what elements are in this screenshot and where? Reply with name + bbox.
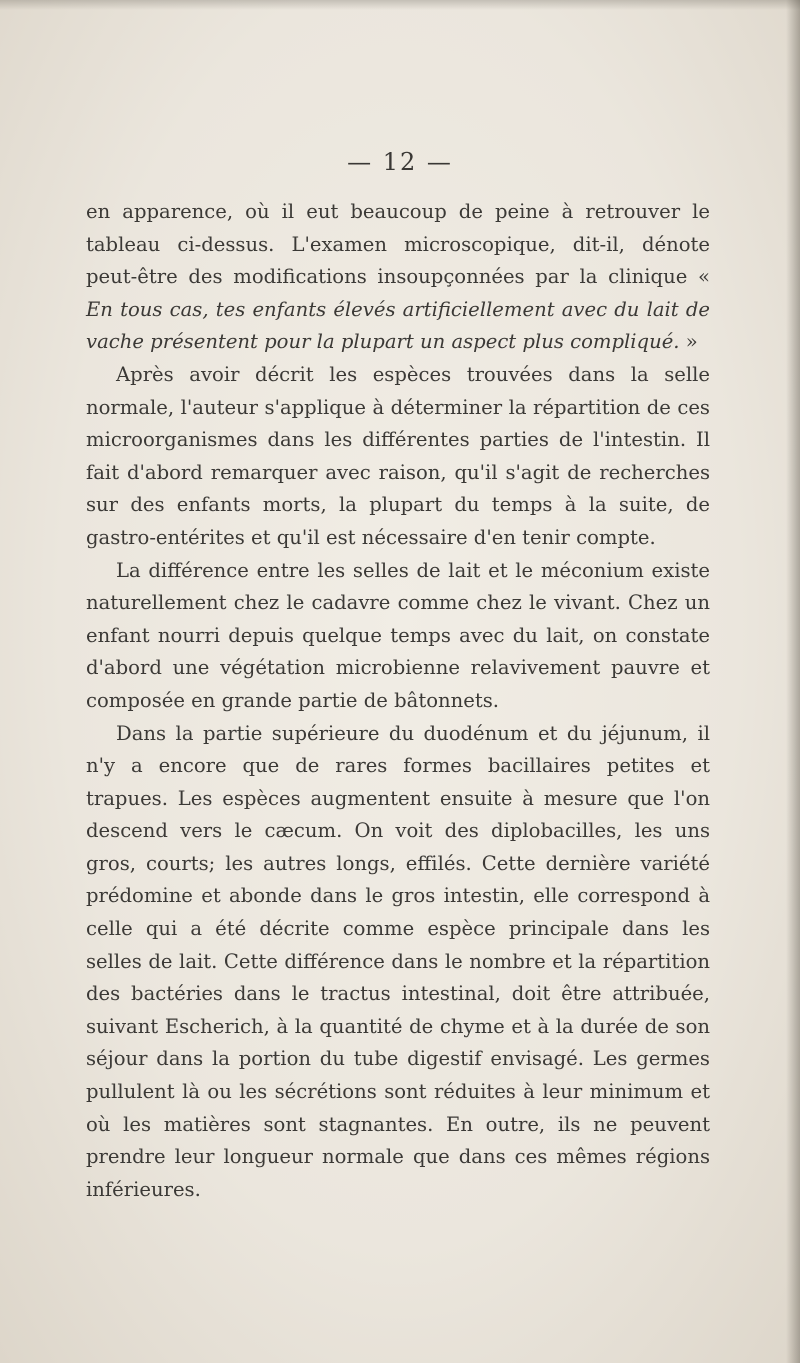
- paragraph-1: [86, 196, 710, 359]
- paragraph-1-text: en apparence, où il eut beaucoup de peine à retrouver le tableau ci-dessus. L'examen microscopique, dit-il, dénote peut-être des modifications insoupçonnées par la clinique: [86, 200, 710, 289]
- paragraph-3: La différence entre les selles de lait et le méconium existe naturellement chez le cadavre comme chez le vivant. Chez un enfant nourri depuis quelque temps avec du lait, on constate d'abord une végétation microbienne relavivement pauvre et composée en grande partie de bâtonnets.: [86, 558, 710, 712]
- page-top-shadow: [0, 0, 800, 10]
- italic-quotation: En tous cas, tes enfants élevés artificiellement avec du lait de vache présentent pour la plupart un aspect plus compliqué.: [86, 297, 710, 354]
- body-text: [86, 196, 710, 1206]
- page-edge-shadow: [786, 0, 800, 1363]
- quote-close-mark: »: [679, 330, 698, 354]
- page-number: — 12 —: [347, 148, 453, 176]
- paragraph-2: Après avoir décrit les espèces trouvées dans la selle normale, l'auteur s'applique à déterminer la répartition de ces microorganismes dans les différentes parties de l'intestin. Il fait d'abord remarquer avec raison, qu'il s'agit de recherches sur des enfants morts, la plupart du temps à la suite, de gastro-entérites et qu'il est nécessaire d'en tenir compte.: [86, 362, 710, 549]
- paragraph-4: Dans la partie supérieure du duodénum et du jéjunum, il n'y a encore que de rares formes bacillaires petites et trapues. Les espèces augmentent ensuite à mesure que l'on descend vers le cæcum. On voit des diplobacilles, les uns gros, courts; les autres longs, effilés. Cette dernière variété prédomine et abonde dans le gros intestin, elle correspond à celle qui a été décrite comme espèce principale dans les selles de lait. Cette différence dans le nombre et la répartition des bactéries dans le tractus intestinal, doit être attribuée, suivant Escherich, à la quantité de chyme et à la durée de son séjour dans la portion du tube digestif envisagé. Les germes pullulent là ou les sécrétions sont réduites à leur minimum et où les matières sont stagnantes. En outre, ils ne peuvent prendre leur longueur normale que dans ces mêmes régions inférieures.: [86, 721, 710, 1201]
- quote-open-mark: «: [698, 265, 710, 289]
